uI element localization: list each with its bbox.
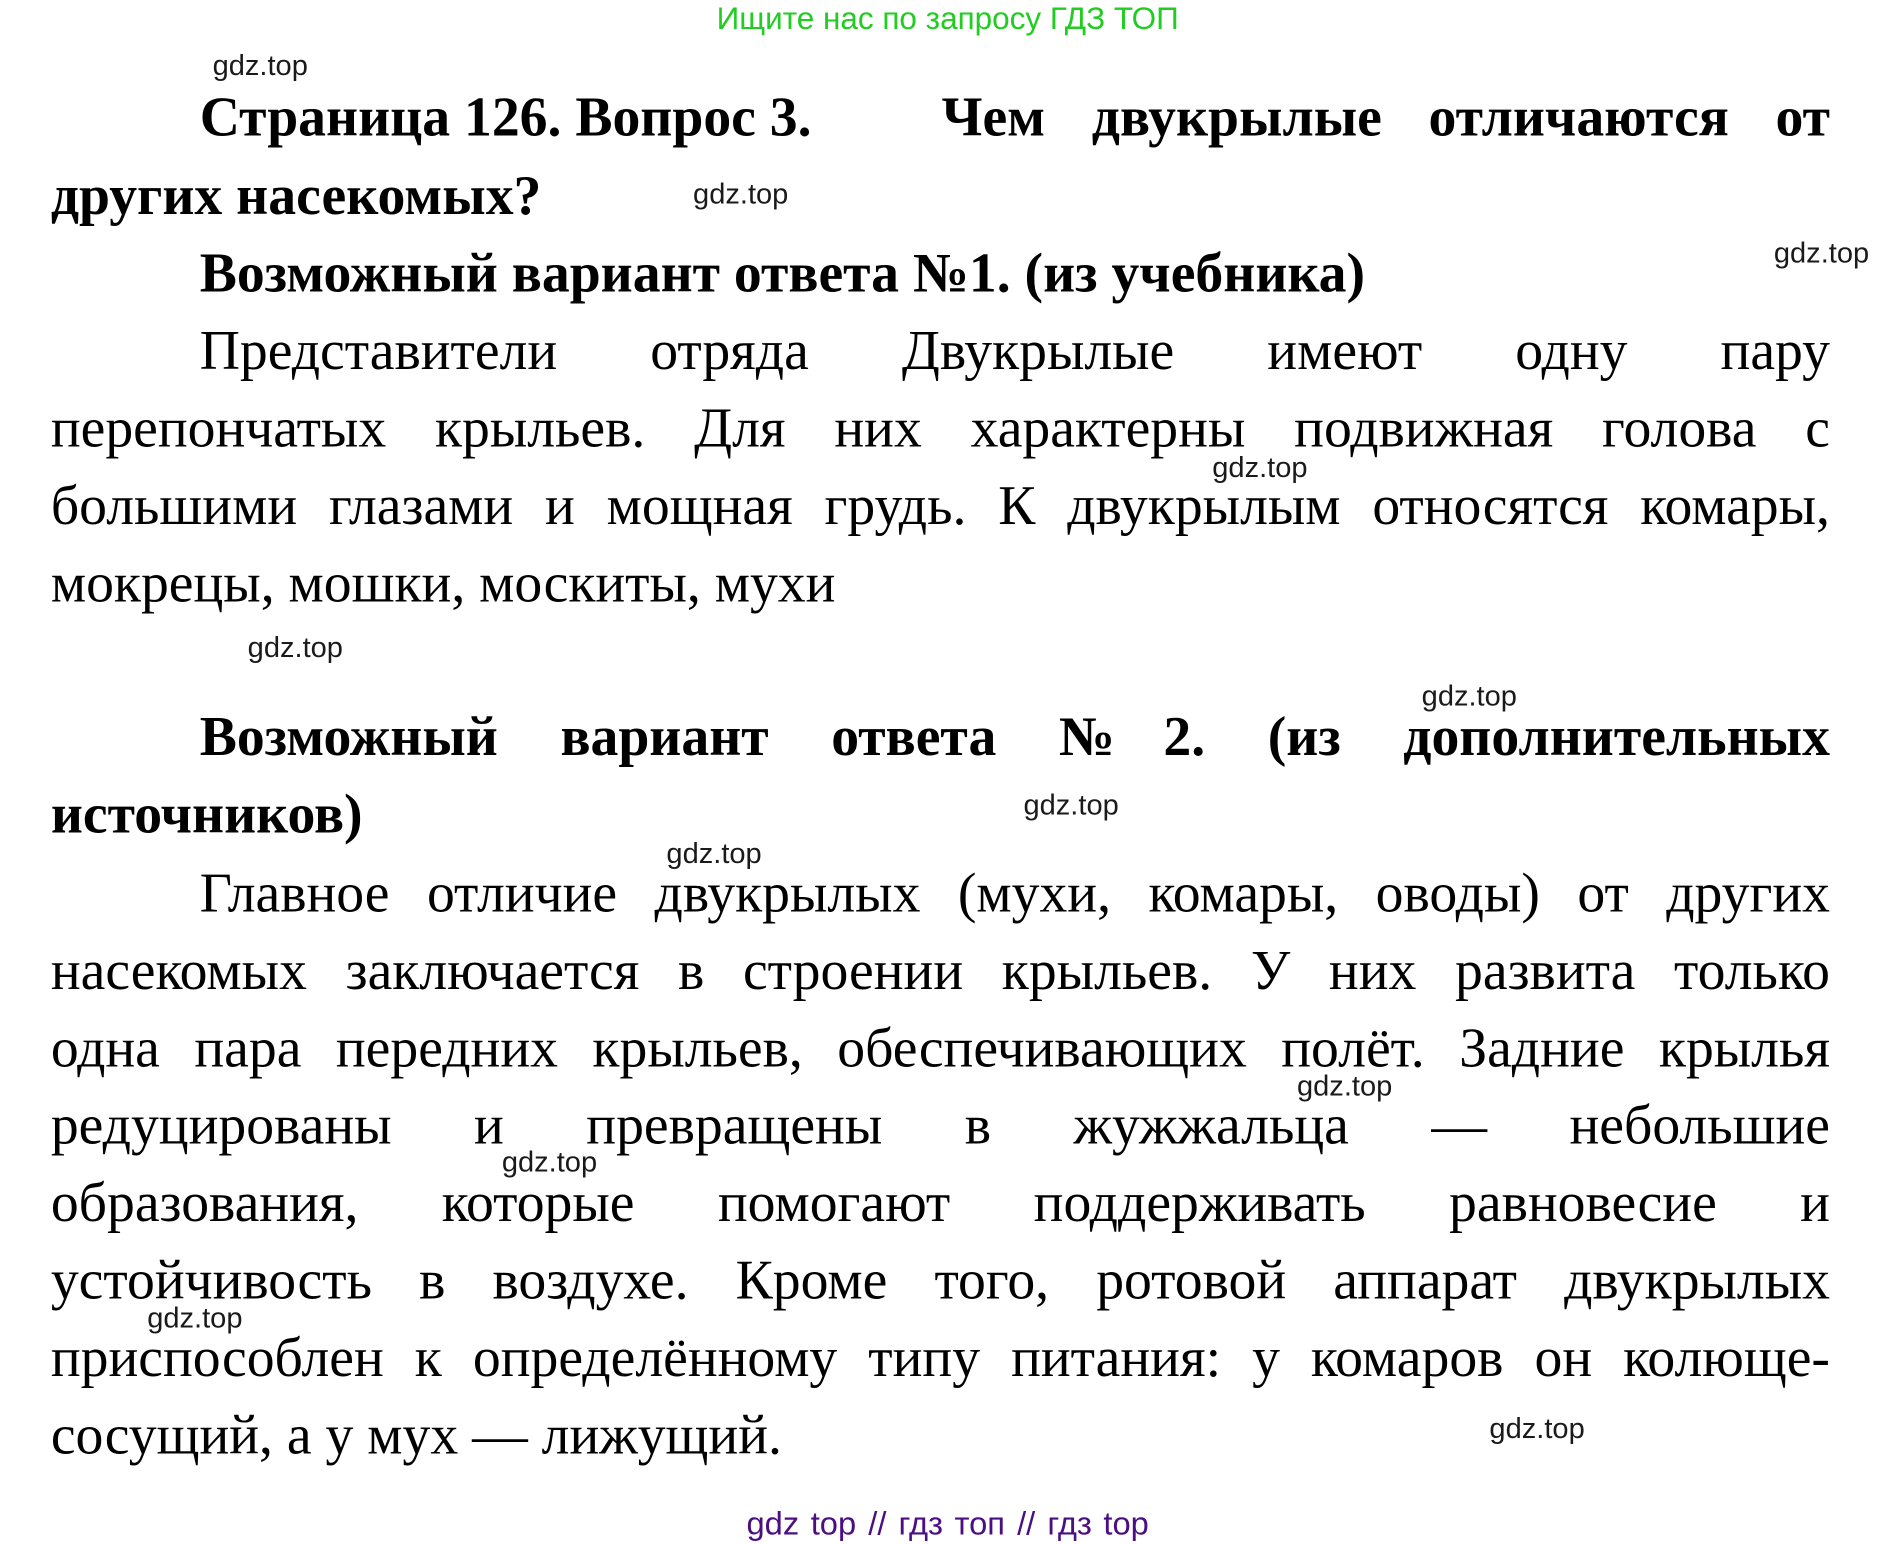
answer2-line: приспособлен к определённому типу питания: у комаров он колюще- — [50, 1326, 1830, 1389]
watermark-text: gdz.top — [501, 1146, 598, 1179]
watermark-text: gdz.top — [1023, 789, 1119, 822]
watermark-text: gdz.top — [1421, 680, 1517, 713]
answer1-line: Представители отряда Двукрылые имеют одну пару — [199, 319, 1830, 382]
question-text-line1: Чем двукрылые отличаются от — [941, 85, 1830, 148]
answer1-line: перепончатых крыльев. Для них характерны подвижная голова с — [50, 396, 1830, 459]
answer2-line: устойчивость в воздухе. Кроме того, ротовой аппарат двукрылых — [50, 1249, 1830, 1311]
footer-separator: // — [1017, 1505, 1036, 1542]
footer-separator: // — [868, 1505, 887, 1542]
watermark-text: gdz.top — [693, 177, 789, 211]
answer2-heading-line2: источников) — [50, 783, 363, 845]
answer2-heading-line1: Возможный вариант ответа №2. (из дополнительных — [199, 705, 1830, 768]
answer2-line: одна пара передних крыльев, обеспечивающих полёт. Задние крылья — [50, 1016, 1830, 1079]
answer1-line: большими глазами и мощная грудь. К двукрылым относятся комары, — [50, 474, 1830, 537]
question-text-line2: других насекомых? — [50, 164, 542, 227]
watermark-text: gdz.top — [212, 49, 308, 83]
watermark-text: gdz.top — [1296, 1069, 1393, 1103]
watermark-text: gdz.top — [1212, 451, 1308, 485]
answer2-line: сосущий, а у мух — лижущий. — [50, 1403, 782, 1466]
watermark-text: gdz.top — [147, 1302, 243, 1335]
footer-link[interactable]: гдз топ — [898, 1505, 1006, 1542]
footer-link[interactable]: гдз top — [1047, 1505, 1149, 1542]
question-number: Страница 126. Вопрос 3. — [199, 85, 812, 148]
answer2-line: образования, которые помогают поддерживать равновесие и — [50, 1171, 1830, 1234]
watermark-text: gdz.top — [1489, 1412, 1585, 1446]
answer1-heading: Возможный вариант ответа №1. (из учебника) — [199, 242, 1366, 304]
answer1-line: мокрецы, мошки, москиты, мухи — [50, 551, 836, 614]
answer2-line: Главное отличие двукрылых (мухи, комары, оводы) от других — [199, 861, 1830, 924]
answer2-line: насекомых заключается в строении крыльев. У них развита только — [50, 939, 1830, 1001]
footer-link[interactable]: gdz top — [746, 1505, 857, 1542]
search-promo-banner: Ищите нас по запросу ГДЗ ТОП — [716, 0, 1179, 37]
watermark-text: gdz.top — [247, 631, 343, 665]
answer2-line: редуцированы и превращены в жужжальца — небольшие — [50, 1094, 1830, 1156]
watermark-text: gdz.top — [666, 837, 762, 871]
watermark-text: gdz.top — [1773, 237, 1870, 270]
